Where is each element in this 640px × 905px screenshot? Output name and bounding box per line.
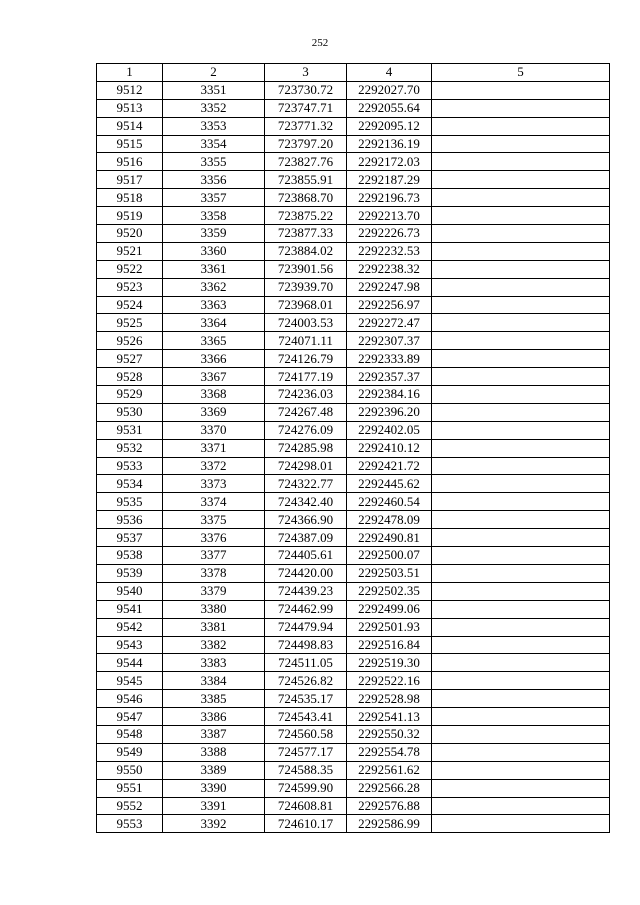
table-cell: 724267.48 <box>265 403 347 421</box>
table-cell: 2292136.19 <box>347 135 432 153</box>
table-cell <box>432 439 610 457</box>
table-cell: 3390 <box>163 779 265 797</box>
table-cell: 3364 <box>163 314 265 332</box>
table-cell: 3373 <box>163 475 265 493</box>
table-cell: 3392 <box>163 815 265 833</box>
table-cell: 9550 <box>97 761 163 779</box>
table-row <box>97 135 610 153</box>
table-cell: 9523 <box>97 278 163 296</box>
table-cell: 724543.41 <box>265 708 347 726</box>
table-cell: 3357 <box>163 189 265 207</box>
table-cell: 3358 <box>163 207 265 225</box>
table-cell <box>432 421 610 439</box>
table-cell: 2292055.64 <box>347 99 432 117</box>
table-cell: 2292502.35 <box>347 582 432 600</box>
table-cell: 724588.35 <box>265 761 347 779</box>
table-cell: 724177.19 <box>265 368 347 386</box>
table-cell: 9527 <box>97 350 163 368</box>
table-cell: 2292421.72 <box>347 457 432 475</box>
table-cell: 9544 <box>97 654 163 672</box>
table-cell: 2292232.53 <box>347 242 432 260</box>
table-cell: 3386 <box>163 708 265 726</box>
table-cell: 724560.58 <box>265 725 347 743</box>
table-cell: 3387 <box>163 725 265 743</box>
table-cell: 9545 <box>97 672 163 690</box>
table-cell <box>432 582 610 600</box>
table-row <box>97 690 610 708</box>
table-cell: 9520 <box>97 225 163 243</box>
table-cell <box>432 511 610 529</box>
column-header: 5 <box>432 64 610 82</box>
table-row <box>97 564 610 582</box>
table-cell <box>432 779 610 797</box>
table-cell: 723771.32 <box>265 117 347 135</box>
table-cell: 3365 <box>163 332 265 350</box>
table-cell: 724071.11 <box>265 332 347 350</box>
table-cell <box>432 135 610 153</box>
table-cell: 2292528.98 <box>347 690 432 708</box>
table-cell: 2292410.12 <box>347 439 432 457</box>
table-cell: 723827.76 <box>265 153 347 171</box>
table-cell: 2292586.99 <box>347 815 432 833</box>
table-row <box>97 314 610 332</box>
table-cell: 3363 <box>163 296 265 314</box>
table-cell: 9553 <box>97 815 163 833</box>
table-cell: 2292307.37 <box>347 332 432 350</box>
table-row <box>97 529 610 547</box>
table-cell: 9521 <box>97 242 163 260</box>
table-cell: 3380 <box>163 600 265 618</box>
table-cell: 3362 <box>163 278 265 296</box>
table-cell <box>432 171 610 189</box>
table-cell: 3384 <box>163 672 265 690</box>
table-row <box>97 296 610 314</box>
table-cell: 2292566.28 <box>347 779 432 797</box>
table-cell: 724126.79 <box>265 350 347 368</box>
table-cell: 724462.99 <box>265 600 347 618</box>
table-cell: 3367 <box>163 368 265 386</box>
table-cell: 724420.00 <box>265 564 347 582</box>
table-row <box>97 779 610 797</box>
table-row <box>97 636 610 654</box>
table-cell: 2292516.84 <box>347 636 432 654</box>
table-cell: 3370 <box>163 421 265 439</box>
table-cell: 2292238.32 <box>347 260 432 278</box>
table-cell <box>432 189 610 207</box>
table-cell <box>432 815 610 833</box>
table-cell: 723747.71 <box>265 99 347 117</box>
table-cell: 3388 <box>163 743 265 761</box>
table-cell <box>432 117 610 135</box>
table-cell: 3374 <box>163 493 265 511</box>
table-row <box>97 493 610 511</box>
table-row <box>97 368 610 386</box>
table-cell: 724511.05 <box>265 654 347 672</box>
table-cell: 2292490.81 <box>347 529 432 547</box>
table-cell <box>432 618 610 636</box>
table-cell: 9547 <box>97 708 163 726</box>
table-cell: 3378 <box>163 564 265 582</box>
table-row <box>97 332 610 350</box>
table-cell <box>432 690 610 708</box>
table-cell: 724276.09 <box>265 421 347 439</box>
table-row <box>97 618 610 636</box>
table-row <box>97 81 610 99</box>
table-cell: 2292478.09 <box>347 511 432 529</box>
table-cell <box>432 708 610 726</box>
table-cell: 723855.91 <box>265 171 347 189</box>
table-cell <box>432 260 610 278</box>
table-cell: 9525 <box>97 314 163 332</box>
table-row <box>97 547 610 565</box>
table-row <box>97 386 610 404</box>
table-cell: 3389 <box>163 761 265 779</box>
table-cell: 3360 <box>163 242 265 260</box>
table-cell <box>432 242 610 260</box>
table-cell: 723968.01 <box>265 296 347 314</box>
table-cell <box>432 457 610 475</box>
table-row <box>97 761 610 779</box>
table-row <box>97 189 610 207</box>
table-cell: 2292396.20 <box>347 403 432 421</box>
table-cell: 2292095.12 <box>347 117 432 135</box>
table-cell: 9532 <box>97 439 163 457</box>
table-cell: 2292357.37 <box>347 368 432 386</box>
table-row <box>97 242 610 260</box>
table-cell: 9518 <box>97 189 163 207</box>
column-header: 3 <box>265 64 347 82</box>
table-cell: 724003.53 <box>265 314 347 332</box>
table-cell: 724526.82 <box>265 672 347 690</box>
table-cell <box>432 225 610 243</box>
table-cell: 3369 <box>163 403 265 421</box>
table-cell: 724236.03 <box>265 386 347 404</box>
table-cell: 2292384.16 <box>347 386 432 404</box>
table-cell: 2292247.98 <box>347 278 432 296</box>
table-cell: 2292256.97 <box>347 296 432 314</box>
table-cell: 723884.02 <box>265 242 347 260</box>
page-number: 252 <box>311 37 329 49</box>
table-cell <box>432 475 610 493</box>
table-cell: 3382 <box>163 636 265 654</box>
table-cell: 724599.90 <box>265 779 347 797</box>
table-row <box>97 207 610 225</box>
table-cell: 724535.17 <box>265 690 347 708</box>
table-cell: 2292554.78 <box>347 743 432 761</box>
table-row <box>97 797 610 815</box>
table-cell <box>432 278 610 296</box>
table-cell: 3371 <box>163 439 265 457</box>
table-cell: 9548 <box>97 725 163 743</box>
table-cell: 9531 <box>97 421 163 439</box>
table-cell: 3385 <box>163 690 265 708</box>
table-cell: 723877.33 <box>265 225 347 243</box>
table-cell: 2292550.32 <box>347 725 432 743</box>
table-cell: 724387.09 <box>265 529 347 547</box>
table-cell: 9519 <box>97 207 163 225</box>
table-row <box>97 815 610 833</box>
column-header: 2 <box>163 64 265 82</box>
table-cell: 3353 <box>163 117 265 135</box>
table-cell: 2292187.29 <box>347 171 432 189</box>
coordinates-table <box>96 63 610 833</box>
table-row <box>97 225 610 243</box>
table-cell: 3354 <box>163 135 265 153</box>
table-cell <box>432 493 610 511</box>
table-cell: 723939.70 <box>265 278 347 296</box>
table-cell: 3361 <box>163 260 265 278</box>
table-cell <box>432 564 610 582</box>
table-cell: 9537 <box>97 529 163 547</box>
table-cell: 3383 <box>163 654 265 672</box>
table-cell: 3368 <box>163 386 265 404</box>
table-cell: 2292333.89 <box>347 350 432 368</box>
table-cell: 724439.23 <box>265 582 347 600</box>
table-cell <box>432 743 610 761</box>
table-cell: 2292445.62 <box>347 475 432 493</box>
table-row <box>97 511 610 529</box>
table-cell: 723797.20 <box>265 135 347 153</box>
table-cell: 723875.22 <box>265 207 347 225</box>
table-cell: 724342.40 <box>265 493 347 511</box>
table-row <box>97 708 610 726</box>
table-cell: 9541 <box>97 600 163 618</box>
table-cell <box>432 547 610 565</box>
table-cell: 9549 <box>97 743 163 761</box>
table-cell: 724610.17 <box>265 815 347 833</box>
table-cell <box>432 725 610 743</box>
table-cell <box>432 314 610 332</box>
table-cell: 724608.81 <box>265 797 347 815</box>
table-cell: 9515 <box>97 135 163 153</box>
table-cell: 9529 <box>97 386 163 404</box>
table-row <box>97 600 610 618</box>
table-row <box>97 171 610 189</box>
table-cell: 9514 <box>97 117 163 135</box>
table-cell: 2292272.47 <box>347 314 432 332</box>
table-cell: 2292402.05 <box>347 421 432 439</box>
table-cell: 723868.70 <box>265 189 347 207</box>
table-cell: 9536 <box>97 511 163 529</box>
table-row <box>97 350 610 368</box>
table-cell: 9534 <box>97 475 163 493</box>
table-cell: 3351 <box>163 81 265 99</box>
table-cell: 3375 <box>163 511 265 529</box>
table-row <box>97 421 610 439</box>
table-cell <box>432 332 610 350</box>
table-row <box>97 672 610 690</box>
table-row <box>97 403 610 421</box>
table-cell: 9546 <box>97 690 163 708</box>
table-cell <box>432 99 610 117</box>
table-cell: 2292561.62 <box>347 761 432 779</box>
table-cell: 9513 <box>97 99 163 117</box>
table-row <box>97 153 610 171</box>
table-cell: 3379 <box>163 582 265 600</box>
table-row <box>97 457 610 475</box>
table-cell: 3352 <box>163 99 265 117</box>
table-cell <box>432 296 610 314</box>
table-cell: 2292499.06 <box>347 600 432 618</box>
table-header <box>97 64 610 82</box>
table-cell: 2292500.07 <box>347 547 432 565</box>
table-row <box>97 475 610 493</box>
table-cell <box>432 350 610 368</box>
table-row <box>97 582 610 600</box>
header-row <box>97 64 610 82</box>
table-cell: 9552 <box>97 797 163 815</box>
table-cell: 2292213.70 <box>347 207 432 225</box>
table-cell <box>432 81 610 99</box>
column-header: 4 <box>347 64 432 82</box>
table-cell: 9538 <box>97 547 163 565</box>
table-cell: 3372 <box>163 457 265 475</box>
table-cell: 2292541.13 <box>347 708 432 726</box>
table-cell: 3377 <box>163 547 265 565</box>
table-cell <box>432 654 610 672</box>
table-body <box>97 81 610 832</box>
table-cell: 9517 <box>97 171 163 189</box>
table-cell: 9524 <box>97 296 163 314</box>
table-cell <box>432 761 610 779</box>
table-cell: 9512 <box>97 81 163 99</box>
table-cell: 9542 <box>97 618 163 636</box>
table-cell: 3376 <box>163 529 265 547</box>
table-cell <box>432 529 610 547</box>
table-cell <box>432 368 610 386</box>
table-row <box>97 725 610 743</box>
table-cell: 9530 <box>97 403 163 421</box>
table-cell <box>432 403 610 421</box>
table-cell: 2292460.54 <box>347 493 432 511</box>
table-cell: 2292196.73 <box>347 189 432 207</box>
table-cell: 724577.17 <box>265 743 347 761</box>
table-row <box>97 278 610 296</box>
table-cell: 2292522.16 <box>347 672 432 690</box>
table-cell: 9516 <box>97 153 163 171</box>
table-row <box>97 99 610 117</box>
table-cell: 2292226.73 <box>347 225 432 243</box>
table-cell: 3355 <box>163 153 265 171</box>
table-row <box>97 439 610 457</box>
table-cell: 9535 <box>97 493 163 511</box>
table-cell: 724498.83 <box>265 636 347 654</box>
table-row <box>97 654 610 672</box>
table-cell: 9540 <box>97 582 163 600</box>
table-cell: 3381 <box>163 618 265 636</box>
table-cell: 3359 <box>163 225 265 243</box>
table-cell <box>432 636 610 654</box>
table-cell: 723730.72 <box>265 81 347 99</box>
table-cell: 2292519.30 <box>347 654 432 672</box>
table-cell: 2292172.03 <box>347 153 432 171</box>
table-cell: 9543 <box>97 636 163 654</box>
table-cell: 2292027.70 <box>347 81 432 99</box>
table-cell: 724405.61 <box>265 547 347 565</box>
table-cell: 2292503.51 <box>347 564 432 582</box>
table-cell: 9551 <box>97 779 163 797</box>
table-cell <box>432 600 610 618</box>
table-cell: 724298.01 <box>265 457 347 475</box>
table-cell <box>432 207 610 225</box>
table-cell: 724285.98 <box>265 439 347 457</box>
table-row <box>97 260 610 278</box>
column-header: 1 <box>97 64 163 82</box>
table-cell: 9533 <box>97 457 163 475</box>
table-cell: 724479.94 <box>265 618 347 636</box>
table-cell <box>432 797 610 815</box>
table-cell <box>432 153 610 171</box>
table-cell: 2292576.88 <box>347 797 432 815</box>
table-cell: 724366.90 <box>265 511 347 529</box>
table-cell: 3366 <box>163 350 265 368</box>
table-row <box>97 743 610 761</box>
table-cell: 9522 <box>97 260 163 278</box>
table-cell: 9526 <box>97 332 163 350</box>
table-cell <box>432 386 610 404</box>
table-cell: 9528 <box>97 368 163 386</box>
table-cell: 2292501.93 <box>347 618 432 636</box>
table-cell: 9539 <box>97 564 163 582</box>
table-row <box>97 117 610 135</box>
table-cell: 724322.77 <box>265 475 347 493</box>
table-cell: 3391 <box>163 797 265 815</box>
table-cell <box>432 672 610 690</box>
table-cell: 3356 <box>163 171 265 189</box>
table-cell: 723901.56 <box>265 260 347 278</box>
